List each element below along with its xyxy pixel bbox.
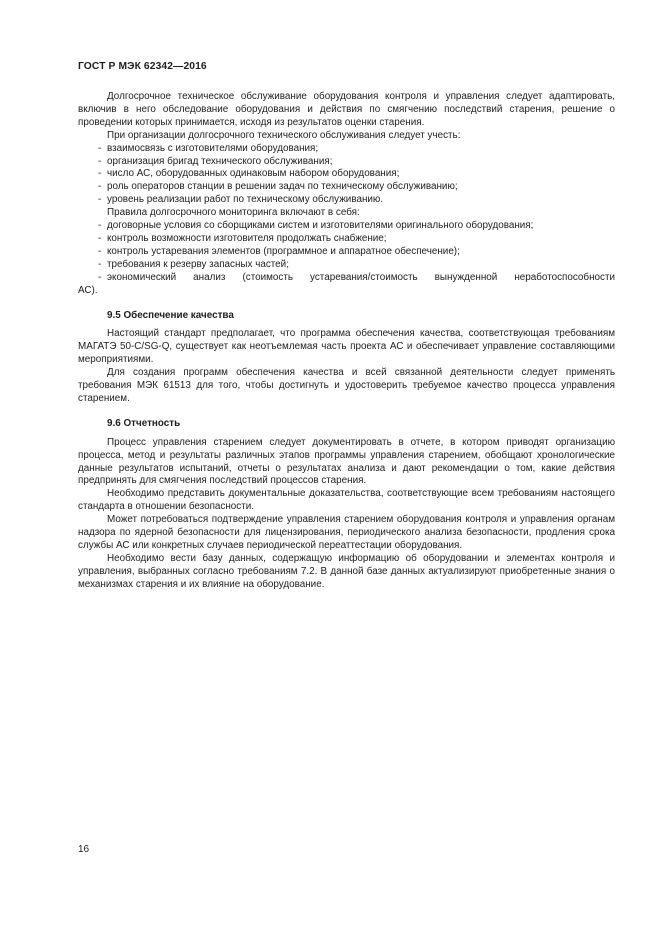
list-item: - взаимосвязь с изготовителями оборудования; [98,142,319,154]
paragraph: При организации долгосрочного технического обслуживания следует учесть: [107,129,461,141]
paragraph: Процесс управления старением следует документировать в отчете, в котором приводят организацию процесса, метод и результаты различных этапов программы управления старением, обобщают хронологические данные результатов испытаний, отчеты о результатах анализа и дают рекомендации о том, какие действия предпринять для смягчения последствий процессов старения. [78,436,615,487]
considerations-list [78,143,615,208]
list-item: - контроль устаревания элементов (программное и аппаратное обеспечение); [98,245,460,257]
page-number: 16 [78,844,90,855]
list-item: - роль операторов станции в решении задач по техническому обслуживанию; [98,181,458,193]
paragraph: Долгосрочное техническое обслуживание оборудования контроля и управления следует адаптировать, включив в него обследование оборудования и действия по смягчению последствий старения, решение о проведении которых принимается, исходя из результатов оценки старения. [78,91,615,128]
list-item: - организация бригад технического обслуживания; [98,155,333,167]
paragraph: Настоящий стандарт предполагает, что программа обеспечения качества, соответствующая требованиям МАГАТЭ 50-C/SG-Q, существует как неотъемлемая часть проекта АС и обеспечивает управление составляющими мероприятиями. [78,328,615,366]
paragraph: Для создания программ обеспечения качества и всей связанной деятельности следует применять требования МЭК 61513 для того, чтобы достигнуть и удостоверить требуемое качество процесса управления старением. [78,367,615,404]
monitoring-rules-list [78,220,615,297]
section-heading: 9.5 Обеспечение качества [107,309,234,321]
list-item: - экономический анализ (стоимость устаревания/стоимость вынужденной неработоспособности [98,271,615,283]
paragraph: Необходимо представить документальные доказательства, соответствующие всем требованиям настоящего стандарта в отношении безопасности. [78,488,615,513]
list-item: - контроль возможности изготовителя продолжать снабжение; [98,232,387,244]
list-item: - требования к резерву запасных частей; [98,258,289,270]
document-header: ГОСТ Р МЭК 62342—2016 [78,61,207,72]
document-body [78,91,615,592]
section-heading: 9.6 Отчетность [107,417,181,429]
paragraph: Может потребоваться подтверждение управления старением оборудования контроля и управления органам надзора по ядерной безопасности для лицензирования, периодического анализа безопасности, продления срока службы АС или конкретных случаев периодической переаттестации оборудования. [78,514,615,551]
list-item: - уровень реализации работ по техническому обслуживанию. [98,194,384,206]
list-item-continuation: АС). [78,284,98,296]
paragraph: Необходимо вести базу данных, содержащую информацию об оборудовании и элементах контроля и управления, выбранных согласно требованиям 7.2. В данной базе данных актуализируют приобретенные знания о механизмах старения и их влияние на оборудование. [78,552,615,590]
paragraph: Правила долгосрочного мониторинга включают в себя: [107,207,360,219]
list-item: - число АС, оборудованных одинаковым набором оборудования; [98,168,400,180]
list-item: - договорные условия со сборщиками систем и изготовителями оригинального оборудования; [98,220,534,232]
